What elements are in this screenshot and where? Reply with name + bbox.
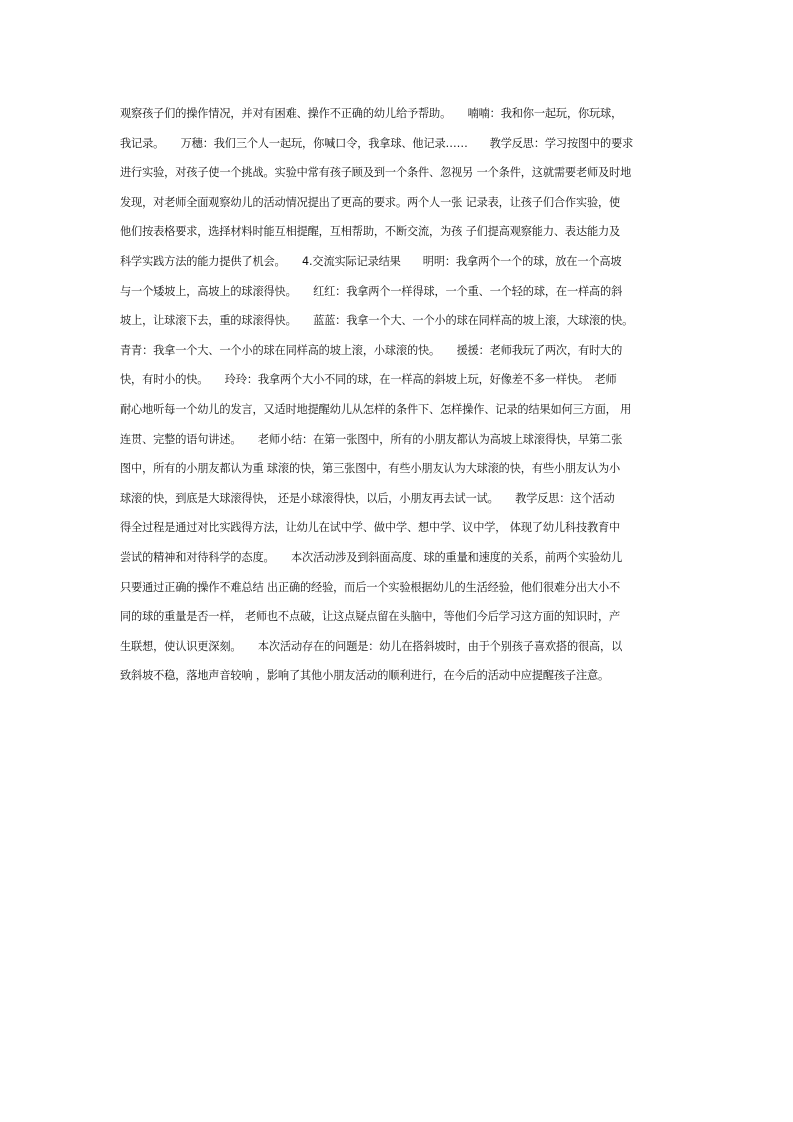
text-line: 青青：我拿一个大、一个小的球在同样高的坡上滚，小球滚的快。 援援：老师我玩了两次，有时大的 (120, 343, 623, 357)
text-line: 与一个矮坡上，高坡上的球滚得快。 红红：我拿两个一样得球，一个重、一个轻的球，在一样高的斜 (120, 284, 623, 298)
text-line: 得全过程是通过对比实践得方法，让幼儿在试中学、做中学、想中学、议中学， 体现了幼儿科技教育中 (120, 521, 621, 535)
body-text (120, 99, 680, 691)
text-line: 尝试的精神和对待科学的态度。 本次活动涉及到斜面高度、球的重量和速度的关系，前两个实验幼儿 (120, 550, 623, 564)
text-line: 他们按表格要求，选择材料时能互相提醒，互相帮助，不断交流，为孩 子们提高观察能力、表达能力及 (120, 225, 621, 239)
text-line: 发现，对老师全面观察幼儿的活动情况提出了更高的要求。两个人一张 记录表，让孩子们合作实验，使 (120, 195, 621, 209)
text-line: 我记录。 万穗：我们三个人一起玩，你喊口令，我拿球、他记录…… 教学反思：学习按图中的要求 (120, 136, 634, 150)
text-line: 致斜坡不稳，落地声音较响 ，影响了其他小朋友活动的顺利进行，在今后的活动中应提醒孩子注意。 (120, 669, 610, 683)
text-line: 耐心地听每一个幼儿的发言，又适时地提醒幼儿从怎样的条件下、怎样操作、记录的结果如何三方面， 用 (120, 402, 632, 416)
text-line: 只要通过正确的操作不难总结 出正确的经验，而后一个实验根据幼儿的生活经验，他们很难分出大小不 (120, 580, 621, 594)
text-line: 图中，所有的小朋友都认为重 球滚的快，第三张图中，有些小朋友认为大球滚的快，有些小朋友认为小 (120, 462, 621, 476)
text-line: 连贯、完整的语句讲述。 老师小结：在第一张图中，所有的小朋友都认为高坡上球滚得快，早第二张 (120, 432, 623, 446)
text-line: 同的球的重量是否一样， 老师也不点破，让这点疑点留在头脑中，等他们今后学习这方面的知识时，产 (120, 610, 621, 624)
text-line: 生联想，使认识更深刻。 本次活动存在的问题是：幼儿在搭斜坡时，由于个别孩子喜欢搭的很高，以 (120, 639, 623, 653)
text-line: 科学实践方法的能力提供了机会。 4.交流实际记录结果 明明：我拿两个一个的球，放在一个高坡 (120, 254, 622, 268)
text-line: 进行实验，对孩子使一个挑战。实验中常有孩子顾及到一个条件、忽视另 一个条件，这就需要老师及时地 (120, 166, 632, 180)
text-line: 快，有时小的快。 玲玲：我拿两个大小不同的球，在一样高的斜坡上玩，好像差不多一样快。 老师 (120, 373, 617, 387)
text-line: 观察孩子们的操作情况，并对有困难、操作不正确的幼儿给予帮助。 喃喃：我和你一起玩，你玩球， (120, 107, 623, 120)
text-line: 球滚的快，到底是大球滚得快， 还是小球滚得快，以后，小朋友再去试一试。 教学反思：这个活动 (120, 491, 615, 505)
text-line: 坡上，让球滚下去，重的球滚得快。 蓝蓝：我拿一个大、一个小的球在同样高的坡上滚，大球滚的快。 (120, 314, 634, 328)
